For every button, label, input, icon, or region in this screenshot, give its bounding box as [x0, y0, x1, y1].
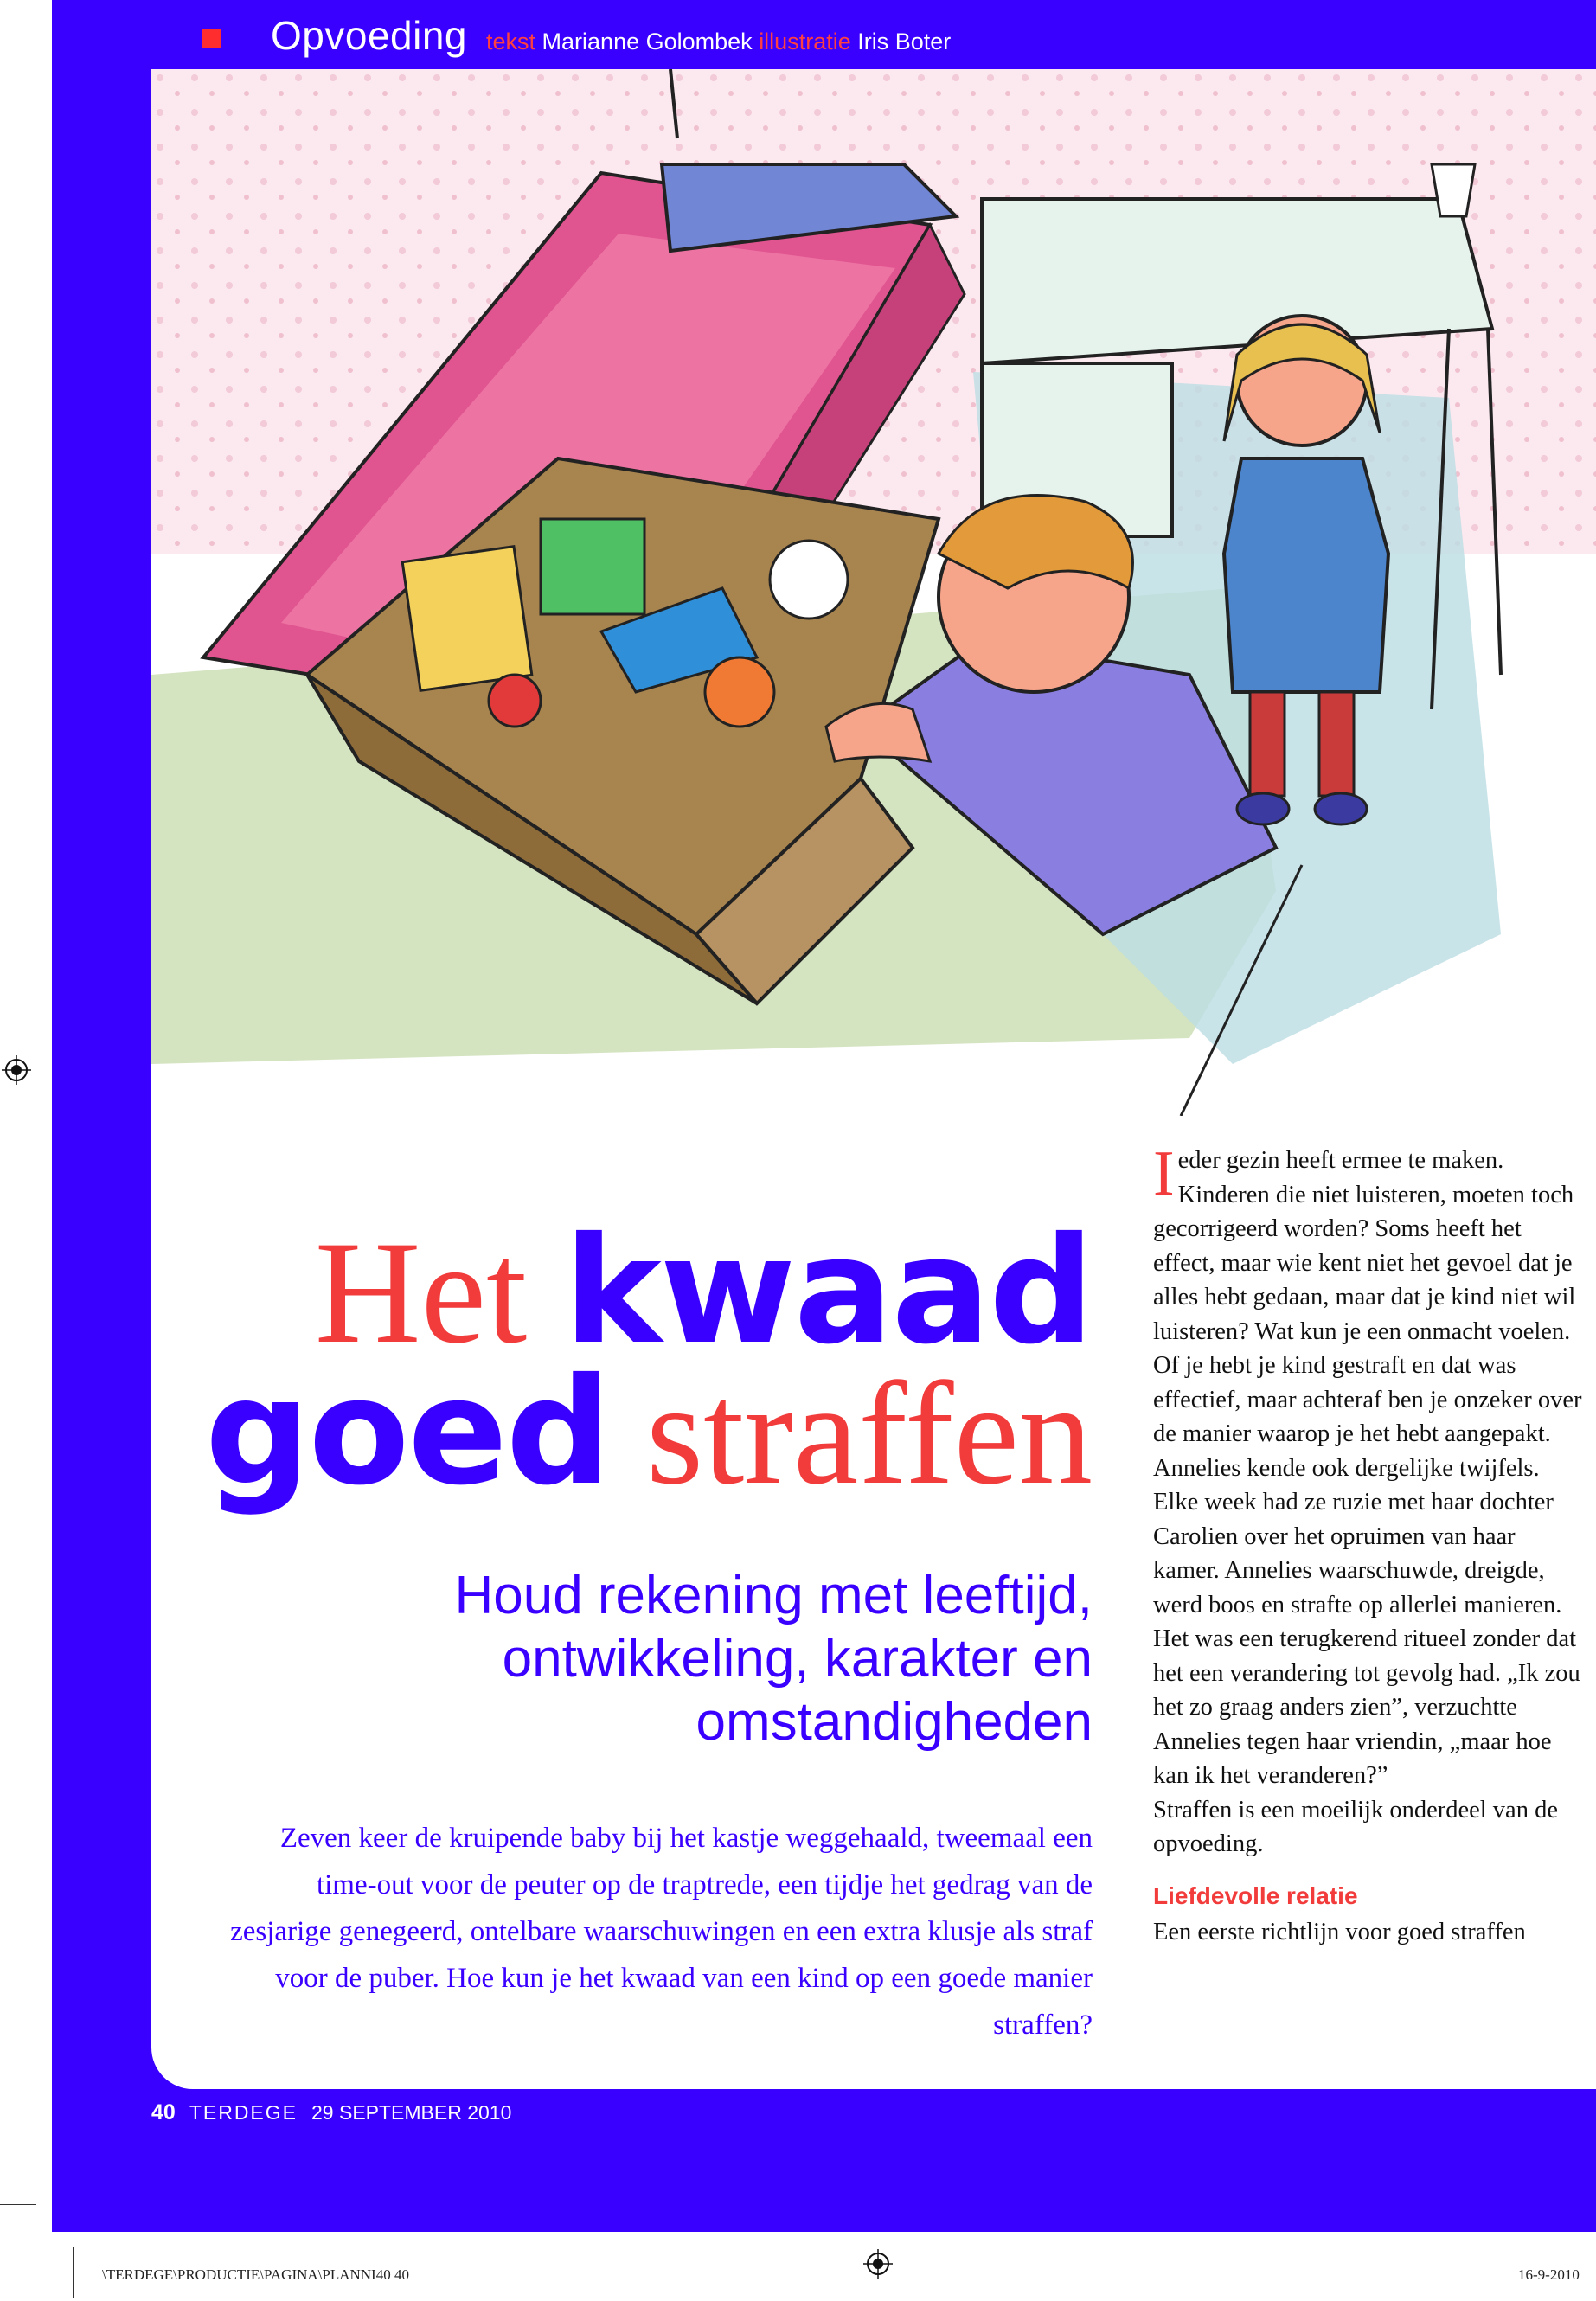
slug-date: 16-9-2010 — [1518, 2266, 1580, 2283]
title-word-het: Het — [314, 1211, 528, 1374]
illustration-author: Iris Boter — [857, 29, 952, 54]
registration-mark-icon — [863, 2249, 893, 2279]
paragraph-2: Annelies kende ook dergelijke twijfels. Elke week had ze ruzie met haar dochter Carolien over het opruimen van haar kamer. Annelies waarschuwde, dreigde, werd boos en strafte op allerlei manieren. Het was een terugkerend ritueel zonder dat het een verandering tot gevolg had. „Ik zou het zo graag anders zien”, verzuchtte Annelies tegen haar vriendin, „maar hoe kan ik het veranderen?” — [1153, 1454, 1580, 1789]
crop-mark — [73, 2247, 74, 2298]
paragraph-1-text: eder gezin heeft ermee te maken. Kinderen die niet luisteren, moeten toch gecorrigeerd worden? Soms heeft het effect, maar wie kent niet het gevoel dat je alles hebt gedaan, maar dat je kind niet wil luisteren? Wat kun je een onmacht voelen. Of je hebt je kind gestraft en dat was effectief, maar achteraf ben je onzeker over de manier waarop je het hebt aangepakt. — [1153, 1147, 1582, 1447]
drop-cap: I — [1153, 1138, 1175, 1209]
slug-file-path: \TERDEGE\PRODUCTIE\PAGINA\PLANNI40 40 — [102, 2266, 409, 2283]
illustration-label: illustratie — [759, 29, 851, 54]
paragraph-4: Een eerste richtlijn voor goed straffen — [1153, 1918, 1526, 1945]
text-label: tekst — [486, 29, 536, 54]
section-marker-icon — [202, 29, 221, 48]
article-title — [204, 1206, 1093, 1518]
section-name: Opvoeding — [271, 13, 467, 58]
credits — [486, 29, 951, 55]
article-subtitle: Houd rekening met leeftijd, ontwikkeling, karakter en omstandigheden — [454, 1566, 1093, 1753]
title-word-kwaad: kwaad — [563, 1206, 1093, 1377]
title-line-2 — [204, 1347, 1093, 1518]
paragraph-1 — [1153, 1138, 1586, 1452]
article-intro: Zeven keer de kruipende baby bij het kastje weggehaald, tweemaal een time-out voor de peuter op de traptrede, een tijdje het gedrag van de zesjarige genegeerd, ontelbare waarschuwingen en een extra klusje als straf voor de puber. Hoe kun je het kwaad van een kind op een goede manier straffen? — [230, 1823, 1093, 2041]
title-word-straffen: straffen — [645, 1352, 1093, 1515]
paragraph-3: Straffen is een moeilijk onderdeel van de opvoeding. — [1153, 1796, 1558, 1857]
subheading: Liefdevolle relatie — [1153, 1881, 1358, 1909]
article-body — [1153, 1138, 1586, 1949]
registration-mark-icon — [2, 1055, 31, 1085]
crop-mark — [0, 2204, 36, 2205]
title-word-goed: goed — [204, 1347, 610, 1518]
section-header — [202, 12, 951, 64]
illustration-children-toybox — [151, 69, 1596, 1116]
page-footer — [151, 2100, 511, 2125]
page-number: 40 — [151, 2100, 176, 2125]
magazine-name: TERDEGE — [189, 2101, 298, 2124]
issue-date: 29 SEPTEMBER 2010 — [311, 2101, 512, 2124]
title-line-1 — [205, 1206, 1093, 1377]
text-author: Marianne Golombek — [542, 29, 753, 54]
